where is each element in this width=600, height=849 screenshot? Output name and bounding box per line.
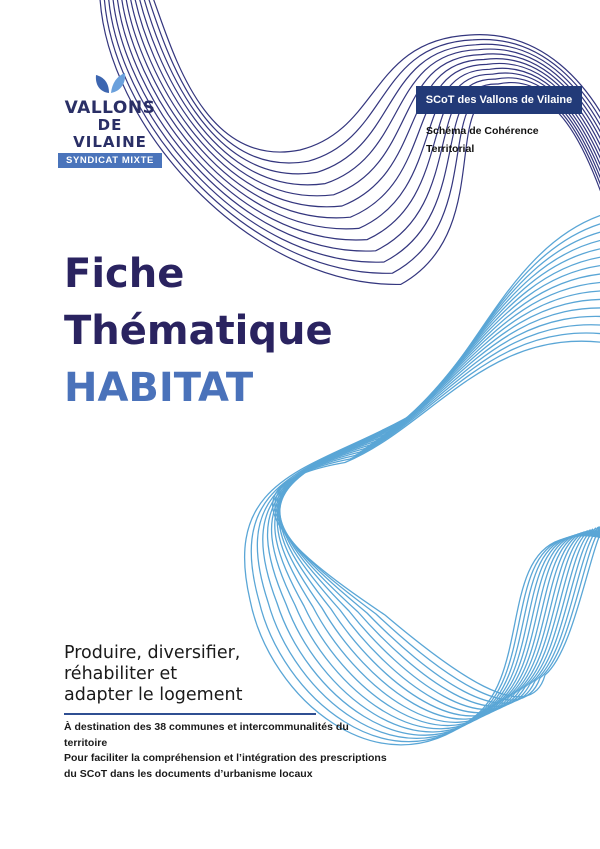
description-text <box>64 720 404 782</box>
description-line2: territoire <box>64 736 108 749</box>
subtitle-line1: Produire, diversifier, <box>64 643 241 663</box>
description-line4: du SCoT dans les documents d’urbanisme locaux <box>64 767 313 780</box>
subtitle-line2: réhabiliter et <box>64 664 178 684</box>
scot-subtitle-line2: Territorial <box>426 143 475 155</box>
scot-subtitle <box>426 122 586 158</box>
description-line3: Pour faciliter la compréhension et l’intégration des prescriptions <box>64 752 387 764</box>
title-line-thematique: Thématique <box>64 308 333 354</box>
title-line-fiche: Fiche <box>64 251 185 297</box>
scot-subtitle-line1: Schéma de Cohérence <box>426 125 539 137</box>
logo-text-de-vilaine: DE VILAINE <box>73 116 147 151</box>
leaf-icon <box>92 72 128 94</box>
logo-syndicat-mixte-band: SYNDICAT MIXTE <box>58 153 162 168</box>
scot-label-box: SCoT des Vallons de Vilaine <box>416 86 582 114</box>
subtitle-divider <box>64 713 316 715</box>
logo-text-vallons: VALLONS <box>64 98 156 118</box>
description-line1: À destination des 38 communes et intercommunalités du <box>64 721 349 733</box>
top-contour-line <box>121 0 600 229</box>
vallons-de-vilaine-logo <box>58 72 162 168</box>
page-subtitle <box>64 643 242 706</box>
subtitle-line3: adapter le logement <box>64 685 243 705</box>
page-title <box>64 246 333 417</box>
title-line-habitat: HABITAT <box>64 365 254 411</box>
